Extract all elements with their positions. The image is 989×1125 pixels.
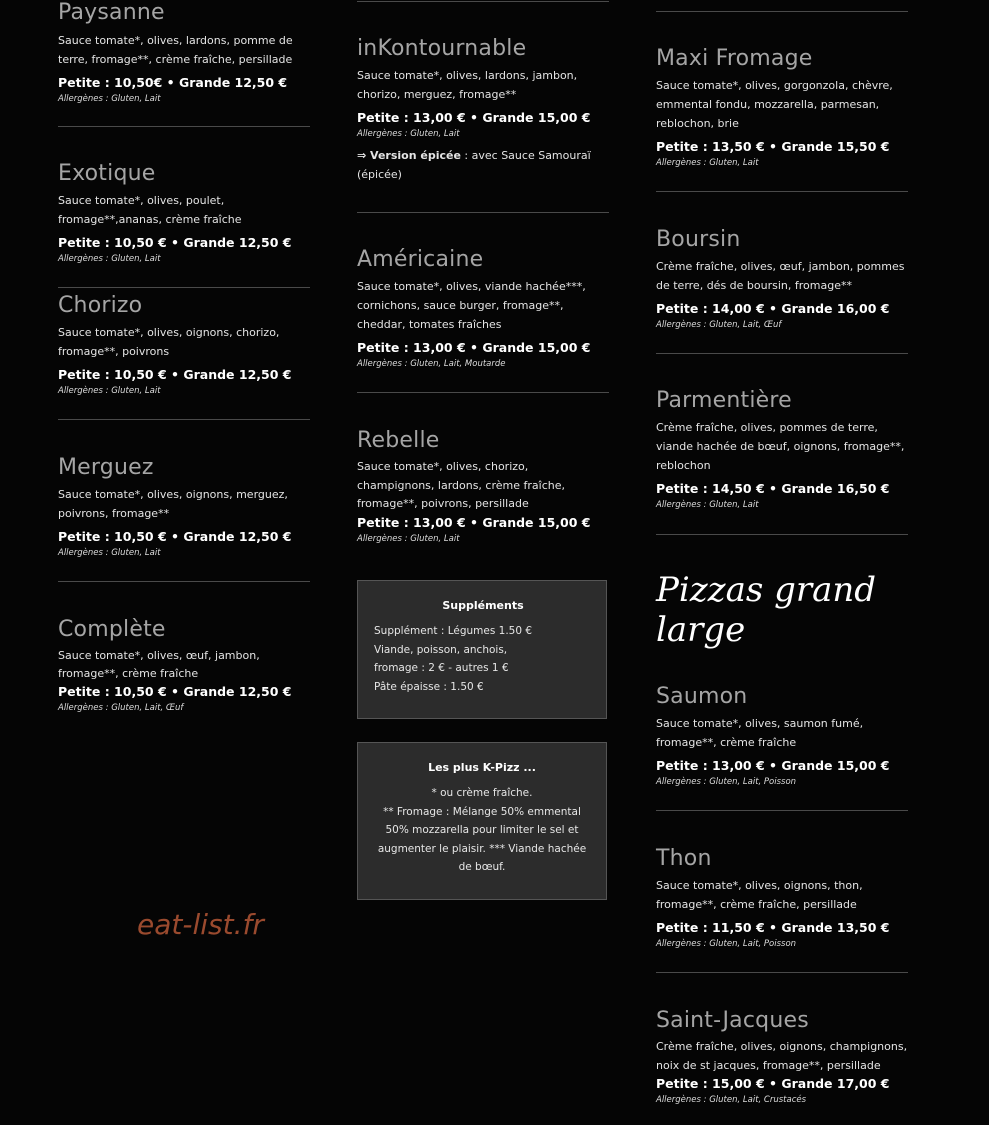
pizza-price: Petite : 10,50 € • Grande 12,50 € — [58, 235, 292, 250]
pizza-item-parmentiere — [656, 388, 908, 511]
notes-box — [357, 742, 607, 900]
watermark-text: eat-list.fr — [137, 908, 264, 941]
divider — [656, 810, 908, 811]
pizza-allergens: Allergènes : Gluten, Lait, Poisson — [656, 777, 797, 787]
pizza-price: Petite : 14,50 € • Grande 16,50 € — [656, 481, 890, 496]
variant-text: : avec Sauce Samouraï (épicée) — [357, 149, 591, 181]
pizza-price: Petite : 13,00 € • Grande 15,00 € — [357, 514, 591, 530]
pizza-allergens: Allergènes : Gluten, Lait — [656, 158, 759, 168]
pizza-name: Exotique — [58, 161, 156, 186]
pizza-name: Saint-Jacques — [656, 1008, 809, 1033]
pizza-price: Petite : 13,50 € • Grande 15,50 € — [656, 139, 890, 154]
notes-line: de bœuf. — [458, 861, 506, 873]
pizza-name: Américaine — [357, 247, 484, 272]
divider — [357, 1, 609, 2]
pizza-price: Petite : 11,50 € • Grande 13,50 € — [656, 920, 890, 935]
pizza-item-rebelle — [357, 428, 609, 545]
divider — [357, 212, 609, 213]
supplements-box — [357, 580, 607, 719]
pizza-allergens: Allergènes : Gluten, Lait, Poisson — [656, 939, 797, 949]
pizza-description: Sauce tomate*, olives, saumon fumé, fromage**, crème fraîche — [656, 717, 864, 749]
pizza-allergens: Allergènes : Gluten, Lait, Moutarde — [357, 359, 506, 369]
pizza-allergens: Allergènes : Gluten, Lait — [58, 94, 161, 104]
divider — [58, 581, 310, 582]
pizza-price: Petite : 10,50 € • Grande 12,50 € — [58, 367, 292, 382]
pizza-name: Thon — [656, 846, 712, 871]
supplements-line: Viande, poisson, anchois, — [374, 643, 508, 656]
notes-line: * ou crème fraîche. — [431, 787, 533, 799]
pizza-allergens: Allergènes : Gluten, Lait — [357, 129, 460, 139]
pizza-description: Sauce tomate*, olives, oignons, thon, fromage**, crème fraîche, persillade — [656, 879, 863, 911]
pizza-description: Crème fraîche, olives, œuf, jambon, pommes de terre, dés de boursin, fromage** — [656, 260, 905, 292]
pizza-allergens: Allergènes : Gluten, Lait — [58, 386, 161, 396]
notes-title: Les plus K-Pizz ... — [428, 761, 536, 774]
pizza-allergens: Allergènes : Gluten, Lait — [656, 500, 759, 510]
pizza-allergens: Allergènes : Gluten, Lait — [357, 533, 460, 544]
pizza-description: Sauce tomate*, olives, oignons, merguez, poivrons, fromage** — [58, 488, 288, 520]
section-title: Pizzas grand large — [656, 570, 877, 650]
pizza-name: Chorizo — [58, 293, 143, 318]
pizza-description: Sauce tomate*, olives, œuf, jambon, fromage**, crème fraîche — [58, 649, 260, 680]
pizza-name: Maxi Fromage — [656, 46, 813, 71]
pizza-description: Crème fraîche, olives, oignons, champignons, noix de st jacques, fromage**, persillade — [656, 1040, 908, 1072]
pizza-item-thon — [656, 846, 908, 950]
pizza-allergens: Allergènes : Gluten, Lait — [58, 548, 161, 558]
supplements-line: fromage : 2 € - autres 1 € — [374, 662, 509, 674]
pizza-allergens: Allergènes : Gluten, Lait, Crustacés — [656, 1095, 807, 1105]
pizza-price: Petite : 13,00 € • Grande 15,00 € — [357, 340, 591, 355]
pizza-price: Petite : 10,50 € • Grande 12,50 € — [58, 529, 292, 544]
pizza-price: Petite : 14,00 € • Grande 16,00 € — [656, 301, 890, 316]
pizza-item-americaine — [357, 247, 609, 370]
pizza-item-merguez — [58, 455, 310, 559]
pizza-name: inKontournable — [357, 36, 527, 61]
pizza-item-chorizo — [58, 293, 310, 397]
divider — [656, 972, 908, 973]
divider — [58, 126, 310, 127]
variant-label: ⇒ Version épicée — [357, 149, 461, 162]
divider — [656, 191, 908, 192]
pizza-item-maxi-fromage — [656, 46, 908, 169]
pizza-description: Sauce tomate*, olives, chorizo, champignons, lardons, crème fraîche, fromage**, poivrons, persillade — [357, 460, 565, 510]
supplements-line: Supplément : Légumes 1.50 € — [374, 625, 533, 637]
divider — [656, 11, 908, 12]
pizza-description: Sauce tomate*, olives, viande hachée***, cornichons, sauce burger, fromage**, cheddar, tomates fraîches — [357, 280, 586, 331]
pizza-allergens: Allergènes : Gluten, Lait, Œuf — [656, 320, 782, 330]
notes-line: augmenter le plaisir. *** Viande hachée — [377, 842, 587, 855]
notes-line: 50% mozzarella pour limiter le sel et — [385, 824, 579, 836]
pizza-item-boursin — [656, 227, 908, 331]
pizza-item-paysanne — [58, 0, 310, 105]
pizza-price: Petite : 13,00 € • Grande 15,00 € — [656, 758, 890, 773]
divider — [58, 419, 310, 420]
pizza-description: Crème fraîche, olives, pommes de terre, viande hachée de bœuf, oignons, fromage**, reblochon — [656, 421, 905, 472]
divider — [656, 353, 908, 354]
pizza-description: Sauce tomate*, olives, oignons, chorizo, fromage**, poivrons — [58, 326, 280, 358]
pizza-description: Sauce tomate*, olives, lardons, jambon, chorizo, merguez, fromage** — [357, 69, 578, 101]
pizza-name: Parmentière — [656, 388, 792, 413]
pizza-description: Sauce tomate*, olives, poulet, fromage**,ananas, crème fraîche — [58, 194, 242, 226]
pizza-item-saint-jacques — [656, 1008, 908, 1106]
notes-line: ** Fromage : Mélange 50% emmental — [383, 805, 581, 818]
pizza-description: Sauce tomate*, olives, lardons, pomme de terre, fromage**, crème fraîche, persillade — [58, 34, 293, 66]
pizza-variant — [357, 146, 609, 184]
pizza-name: Complète — [58, 617, 166, 642]
pizza-name: Boursin — [656, 227, 741, 252]
pizza-allergens: Allergènes : Gluten, Lait — [58, 254, 161, 264]
pizza-item-inkontournable — [357, 36, 609, 184]
pizza-item-complete — [58, 617, 310, 714]
pizza-price: Petite : 10,50 € • Grande 12,50 € — [58, 684, 292, 699]
pizza-name: Merguez — [58, 455, 154, 480]
divider — [58, 287, 310, 288]
divider — [656, 534, 908, 535]
supplements-title: Suppléments — [442, 599, 524, 612]
pizza-item-exotique — [58, 161, 310, 265]
pizza-allergens: Allergènes : Gluten, Lait, Œuf — [58, 703, 184, 713]
supplements-line: Pâte épaisse : 1.50 € — [374, 680, 484, 693]
pizza-description: Sauce tomate*, olives, gorgonzola, chèvre, emmental fondu, mozzarella, parmesan, reblochon, brie — [656, 79, 893, 130]
divider — [357, 392, 609, 393]
pizza-price: Petite : 13,00 € • Grande 15,00 € — [357, 110, 591, 125]
pizza-price: Petite : 15,00 € • Grande 17,00 € — [656, 1076, 890, 1091]
pizza-item-saumon — [656, 684, 908, 788]
pizza-name: Rebelle — [357, 428, 440, 453]
pizza-name: Saumon — [656, 684, 748, 709]
pizza-name: Paysanne — [58, 0, 165, 25]
pizza-price: Petite : 10,50€ • Grande 12,50 € — [58, 75, 288, 90]
